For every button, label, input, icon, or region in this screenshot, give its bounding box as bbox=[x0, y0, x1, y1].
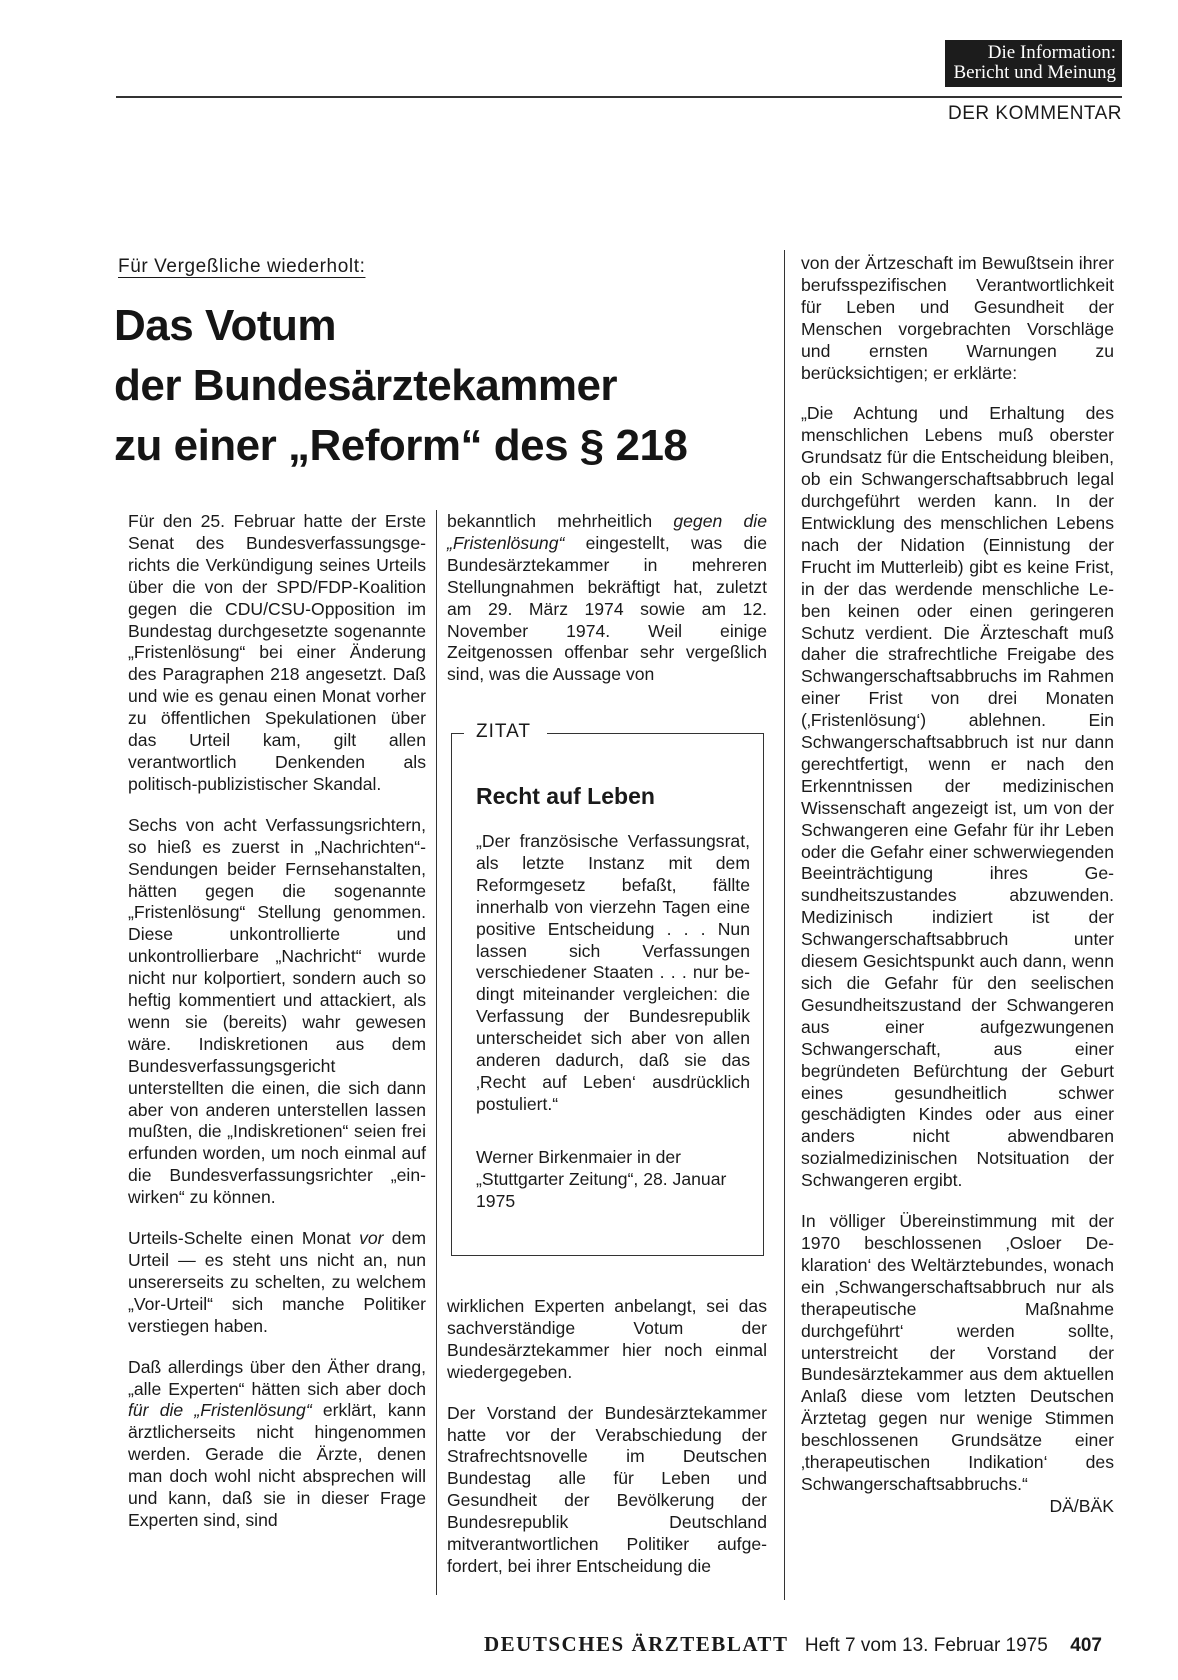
paragraph: wirklichen Experten anbelangt, sei das sachverständige Votum der Bundesärztekammer hier noch einmal wiedergegeben. bbox=[447, 1296, 767, 1382]
page-number: 407 bbox=[1070, 1635, 1102, 1656]
section-tag bbox=[945, 40, 1122, 87]
quote-box bbox=[451, 721, 764, 1256]
kicker: Für Vergeßliche wiederholt: bbox=[118, 256, 366, 277]
paragraph: Der Vorstand der Bundesärztekammer hatte vor der Verabschiedung der Strafrechtsnovelle im Deutschen Bundestag alle für Leben und Gesundheit der Bevölkerung der Bundesrepublik Deutschland mitverantwortlichen Politiker aufgefordert, bei ihrer Entscheidung die bbox=[447, 1402, 767, 1576]
column-divider bbox=[436, 510, 437, 1595]
section-tag-line-2: Bericht und Meinung bbox=[953, 62, 1116, 83]
journal-name: DEUTSCHES ÄRZTEBLATT bbox=[484, 1632, 789, 1656]
emphasis: gegen die „Fristenlösung“ bbox=[447, 511, 767, 553]
text-run: eingestellt, was die Bundesärztekammer in mehreren Stellungnahmen bekräftigt hat, zuletzt am 29. März 1974 sowie am 12. November 1974. Weil einige Zeitgenossen offenbar sehr vergeßlich sind, was die Aussage von bbox=[447, 532, 767, 685]
box-top-rule bbox=[452, 733, 464, 734]
section-tag-line-1: Die Information: bbox=[987, 42, 1116, 63]
emphasis: vor bbox=[359, 1228, 384, 1249]
headline-line-3: zu einer „Reform“ des § 218 bbox=[114, 421, 688, 470]
paragraph bbox=[447, 511, 767, 686]
article-column-2-top bbox=[447, 511, 767, 705]
page-footer bbox=[484, 1632, 1102, 1657]
paragraph: „Die Achtung und Erhaltung des menschlichen Lebens muß oberster Grundsatz für die Entscheidung bleiben, ob ein Schwangerschaftsabbruch legal durchgeführt werden kann. In der Entwicklung des menschlichen Lebens nach der Nidation (Einnistung der Frucht im Mutterleib) gibt es keine Frist, in der das werdende menschliche Leben keinen oder einen geringeren Schutz verdient. Die Ärzteschaft muß daher die strafrechtliche Freigabe des Schwangerschaftsabbruchs im Rahmen einer Frist von drei Monaten (‚Fristenlösung‘) ablehnen. Ein Schwangerschaftsabbruch ist nur dann gerechtfertigt, wenn er nach den Erkenntnissen der medizinischen Wissenschaft angezeigt ist, um von der Schwangeren eine Gefahr für ihr Leben oder die Gefahr einer schwerwiegenden Beeinträchtigung ihres Gesundheitszustandes abzuwenden. Medizinisch indiziert ist der Schwangerschaftsabbruch unter diesem Gesichtspunkt auch dann, wenn sich die Gefahr für den seelischen Gesundheitszustand der Schwangeren aus einer aufgezwungenen Schwangerschaft, aus einer begründeten Befürchtung der Geburt eines gesundheitlich schwer geschädigten Kindes oder aus einer anders nicht abwendbaren sozialmedizinischen Notsituation der Schwangeren ergibt. bbox=[801, 403, 1114, 1191]
quote-label: ZITAT bbox=[476, 721, 531, 742]
headline bbox=[114, 296, 754, 476]
text-run: Urteils-Schelte einen Monat bbox=[128, 1228, 360, 1249]
article-column-2-bottom bbox=[447, 1296, 767, 1597]
rubric-label: DER KOMMENTAR bbox=[948, 103, 1122, 124]
article-column-3 bbox=[801, 253, 1114, 1518]
article-column-1 bbox=[128, 511, 426, 1551]
headline-line-2: der Bundesärztekammer bbox=[114, 361, 618, 410]
paragraph bbox=[128, 1228, 426, 1338]
text-run: Daß allerdings über den Äther drang, „alle Experten“ hätten sich aber doch bbox=[128, 1356, 426, 1399]
column-divider bbox=[784, 250, 785, 1600]
box-top-rule bbox=[547, 733, 763, 734]
signoff-row bbox=[801, 1496, 1114, 1518]
text-run: bekanntlich mehrheitlich bbox=[447, 511, 674, 531]
header-rule bbox=[116, 96, 1122, 98]
text-run: erklärt, kann ärztlicherseits nicht hingenommen werden. Gerade die Ärzte, denen man doch wohl nicht absprechen will und kann, daß sie in dieser Frage Experten sind, sind bbox=[128, 1400, 427, 1530]
emphasis: für die „Fristenlösung“ bbox=[128, 1400, 312, 1421]
paragraph: von der Ärtzeschaft im Bewußtsein ihrer berufsspezifischen Verantwortlichkeit für Leben und Gesundheit der Menschen vorgebrachten Vorschläge und ernsten Warnungen zu berücksichtigen; er erklärte: bbox=[801, 253, 1114, 383]
paragraph bbox=[128, 1357, 426, 1532]
paragraph: Für den 25. Februar hatte der Erste Senat des Bundesverfassungsgerichts die Verkündigung seines Urteils über die von der SPD/FDP-Koalition gegen die CDU/CSU-Opposition im Bundestag durchgesetzte sogenannte „Fristenlösung“ bei einer Änderung des Paragraphen 218 angesetzt. Daß und wie es genau einen Monat vorher zu öffentlichen Spekulationen über das Urteil kam, gilt allen verantwortlich Denkenden als politisch-publizistischer Skandal. bbox=[128, 511, 426, 794]
text-run: dem Urteil — es steht uns nicht an, nun unsererseits zu schelten, zu welchem „Vor-Urteil“ sich manche Politiker verstiegen haben. bbox=[128, 1228, 426, 1336]
headline-line-1: Das Votum bbox=[114, 301, 337, 350]
quote-text: „Der französische Verfassungsrat, als letzte Instanz mit dem Reformgesetz befaßt, fällte innerhalb von vierzehn Tagen eine positive Entscheidung . . . Nun lassen sich Verfassungen verschiedener Staaten . . . nur bedingt miteinander vergleichen: die Verfassung der Bundesrepublik unterscheidet sich aber von allen anderen dadurch, daß sie das ‚Recht auf Leben‘ ausdrücklich postuliert.“ bbox=[476, 831, 750, 1114]
author-signoff: DÄ/BÄK bbox=[1049, 1495, 1114, 1516]
quote-source: Werner Birkenmaier in der „Stuttgarter Zeitung“, 28. Januar 1975 bbox=[476, 1147, 727, 1211]
paragraph: Sechs von acht Verfassungsrichtern, so hieß es zuerst in „Nachrichten“-Sendungen beider Fernsehanstalten, hätten gegen die sogenannte „Fristenlösung“ Stellung genommen. Diese unkontrollierte und unkontrollierbare „Nachricht“ wurde nicht nur kolportiert, sondern auch so heftig kommentiert und attackiert, als wenn sie (bereits) wahr gewesen wäre. Indiskretionen aus dem Bundesverfassungsgericht unterstellten die einen, die sich dann aber von anderen unterstellen lassen mußten, die „Indiskretionen“ seien frei erfunden worden, um noch einmal auf die Bundesverfassungsrichter „einwirken“ zu können. bbox=[128, 814, 426, 1208]
paragraph: In völliger Übereinstimmung mit der 1970 beschlossenen ‚Osloer Deklaration‘ des Weltärztebundes, wonach ein ‚Schwangerschaftsabbruch nur als therapeutische Maßnahme durchgeführt‘ werden sollte, unterstreicht der Vorstand der Bundesärztekammer aus dem aktuellen Anlaß diese vom letzten Deutschen Ärztetag gegen nur wenige Stimmen beschlossenen Grundsätze einer ‚therapeutischen Indikation‘ des Schwangerschaftsabbruchs.“ bbox=[801, 1211, 1114, 1494]
quote-title: Recht auf Leben bbox=[476, 783, 655, 809]
issue-info: Heft 7 vom 13. Februar 1975 bbox=[804, 1635, 1048, 1656]
